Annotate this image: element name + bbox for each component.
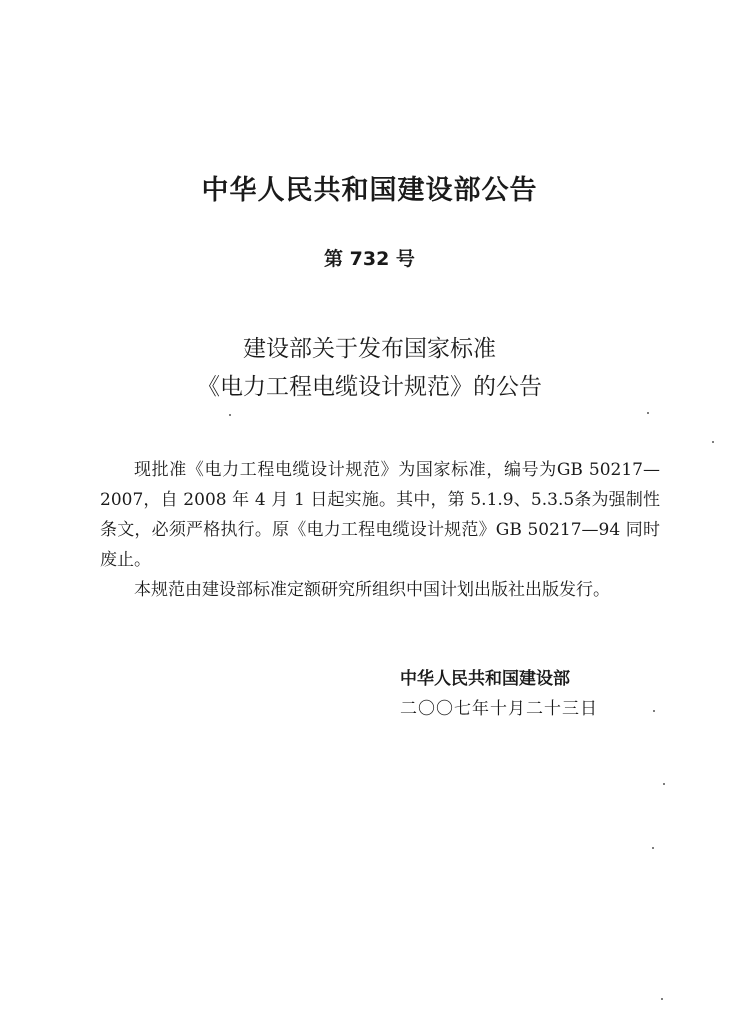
- body-paragraph-1: 现批准《电力工程电缆设计规范》为国家标准，编号为GB 50217—2007，自 2008 年 4 月 1 日起实施。其中，第 5.1.9、5.3.5条为强制性条文，必须严格执行。原《电力工程电缆设计规范》GB 50217—94 同时废止。: [100, 460, 660, 570]
- announcement-number: 第 732 号: [324, 248, 415, 270]
- scan-speck: [647, 412, 649, 414]
- scan-speck: [712, 441, 714, 443]
- signature-issuer: 中华人民共和国建设部: [400, 669, 570, 689]
- subject-line-1: 建设部关于发布国家标准: [243, 336, 496, 362]
- scan-speck: [652, 847, 654, 849]
- body-paragraph-2: 本规范由建设部标准定额研究所组织中国计划出版社出版发行。: [134, 580, 610, 600]
- signature-date: 二〇〇七年十月二十三日: [400, 699, 598, 719]
- scan-speck: [229, 414, 231, 416]
- announcement-title: 中华人民共和国建设部公告: [201, 175, 538, 206]
- subject-line-2: 《电力工程电缆设计规范》的公告: [197, 374, 542, 400]
- scan-speck: [663, 783, 665, 785]
- scan-speck: [653, 710, 655, 712]
- signature-block: [400, 664, 640, 724]
- scan-speck: [661, 998, 663, 1000]
